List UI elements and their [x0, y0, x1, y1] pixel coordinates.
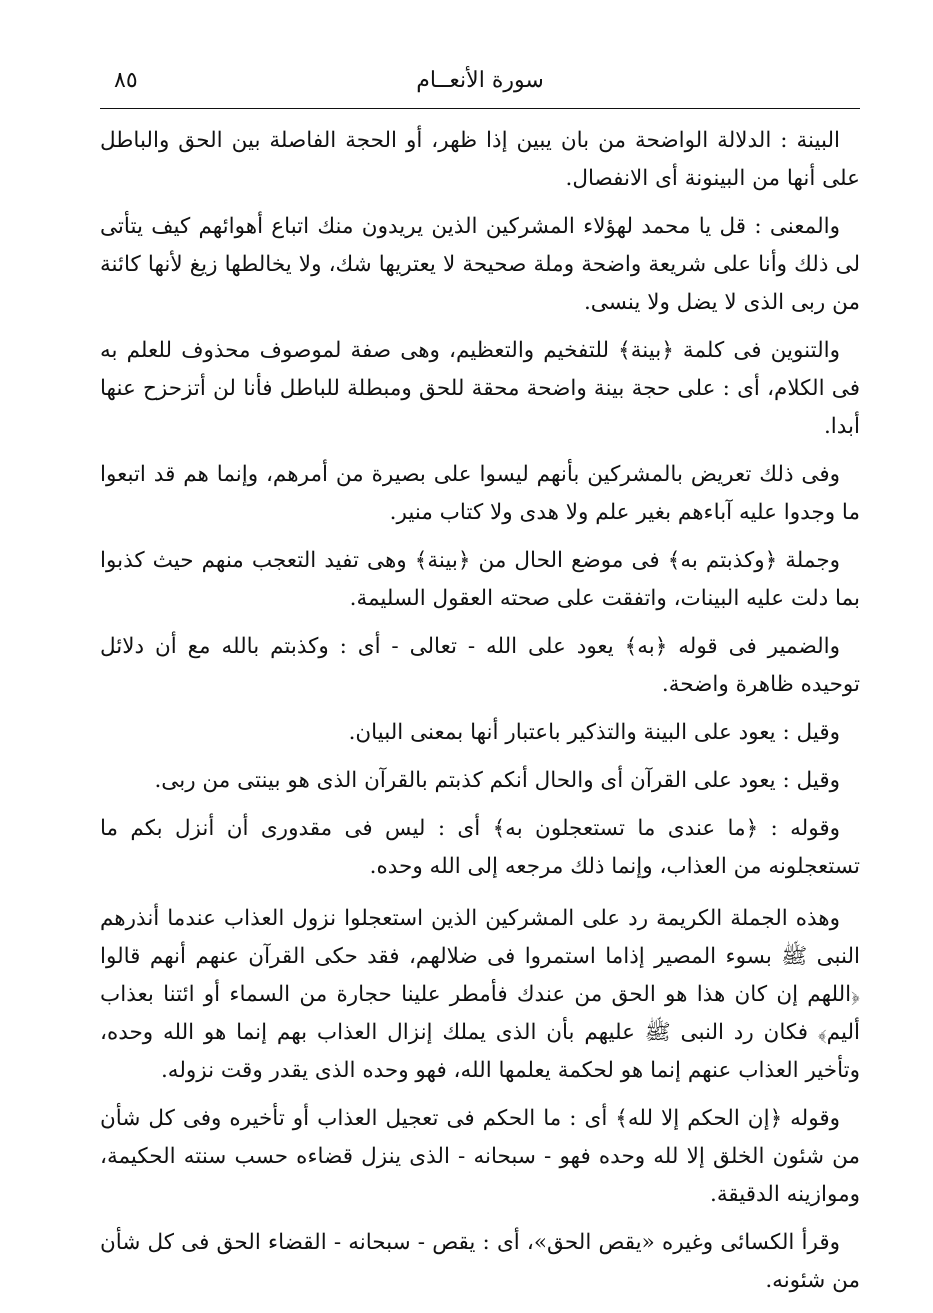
paragraph-qeel-2: وقيل : يعود على القرآن أى والحال أنكم كذبتم بالقرآن الذى هو بينتى من ربى.	[154, 768, 840, 793]
surah-title: سورة الأنعــام	[416, 68, 544, 93]
page-header	[100, 60, 860, 110]
paragraph-ma-indi: وقوله : ﴿ما عندى ما تستعجلون به﴾ أى : ليس فى مقدورى أن أنزل بكم ما تستعجلونه من العذاب، وإنما ذلك مرجعه إلى الله وحده.	[100, 816, 860, 879]
paragraph-dameer: والضمير فى قوله ﴿به﴾ يعود على الله - تعالى - أى : وكذبتم بالله مع أن دلائل توحيده ظاهرة واضحة.	[100, 634, 860, 697]
paragraph-hukm: وقوله ﴿إن الحكم إلا لله﴾ أى : ما الحكم فى تعجيل العذاب أو تأخيره وفى كل شأن من شئون الخلق إلا لله وحده فهو - سبحانه - الذى ينزل قضاءه حسب سنته الحكيمة، وموازينه الدقيقة.	[100, 1106, 860, 1207]
page-number: ٨٥	[114, 68, 138, 93]
header-divider	[100, 108, 860, 109]
paragraph-qeel-1: وقيل : يعود على البينة والتذكير باعتبار أنها بمعنى البيان.	[348, 720, 840, 745]
paragraph-tanween: والتنوين فى كلمة ﴿بينة﴾ للتفخيم والتعظيم، وهى صفة لموصوف محذوف للعلم به فى الكلام، أى : على حجة بينة واضحة محقة للحق ومبطلة للباطل فأنا لن أتزحزح عنها أبدا.	[100, 338, 860, 439]
paragraph-tareedh: وفى ذلك تعريض بالمشركين بأنهم ليسوا على بصيرة من أمرهم، وإنما هم قد اتبعوا ما وجدوا عليه آباءهم بغير علم ولا هدى ولا كتاب منير.	[100, 462, 860, 525]
page-body	[100, 122, 860, 1310]
paragraph-bayyina-definition: البينة : الدلالة الواضحة من بان يبين إذا ظهر، أو الحجة الفاصلة بين الحق والباطل على أنها من البينونة أى الانفصال.	[100, 128, 860, 191]
paragraph-qiraa: وقرأ الكسائى وغيره «يقص الحق»، أى : يقص - سبحانه - القضاء الحق فى كل شأن من شئونه.	[100, 1230, 860, 1293]
paragraph-jumla: وجملة ﴿وكذبتم به﴾ فى موضع الحال من ﴿بينة﴾ وهى تفيد التعجب منهم حيث كذبوا بما دلت عليه البينات، واتفقت على صحته العقول السليمة.	[100, 548, 860, 611]
paragraph-meaning: والمعنى : قل يا محمد لهؤلاء المشركين الذين يريدون منك اتباع أهوائهم كيف يتأتى لى ذلك وأنا على شريعة واضحة وملة صحيحة لا يعتريها شك، ولا يخالطها زيغ لأنها كائنة من ربى الذى لا يضل ولا ينسى.	[100, 214, 860, 315]
paragraph-radd: وهذه الجملة الكريمة رد على المشركين الذين استعجلوا نزول العذاب عندما أنذرهم النبى ﷺ بسوء المصير إذاما استمروا فى ضلالهم، فقد حكى القرآن عنهم أنهم قالوا ﴿اللهم إن كان هذا هو الحق من عندك فأمطر علينا حجارة من السماء أو ائتنا بعذاب أليم﴾ فكان رد النبى ﷺ عليهم بأن الذى يملك إنزال العذاب بهم إنما هو الله وحده، وتأخير العذاب عنهم إنما هو لحكمة يعلمها الله، فهو وحده الذى يقدر وقت نزوله.	[100, 906, 860, 1083]
